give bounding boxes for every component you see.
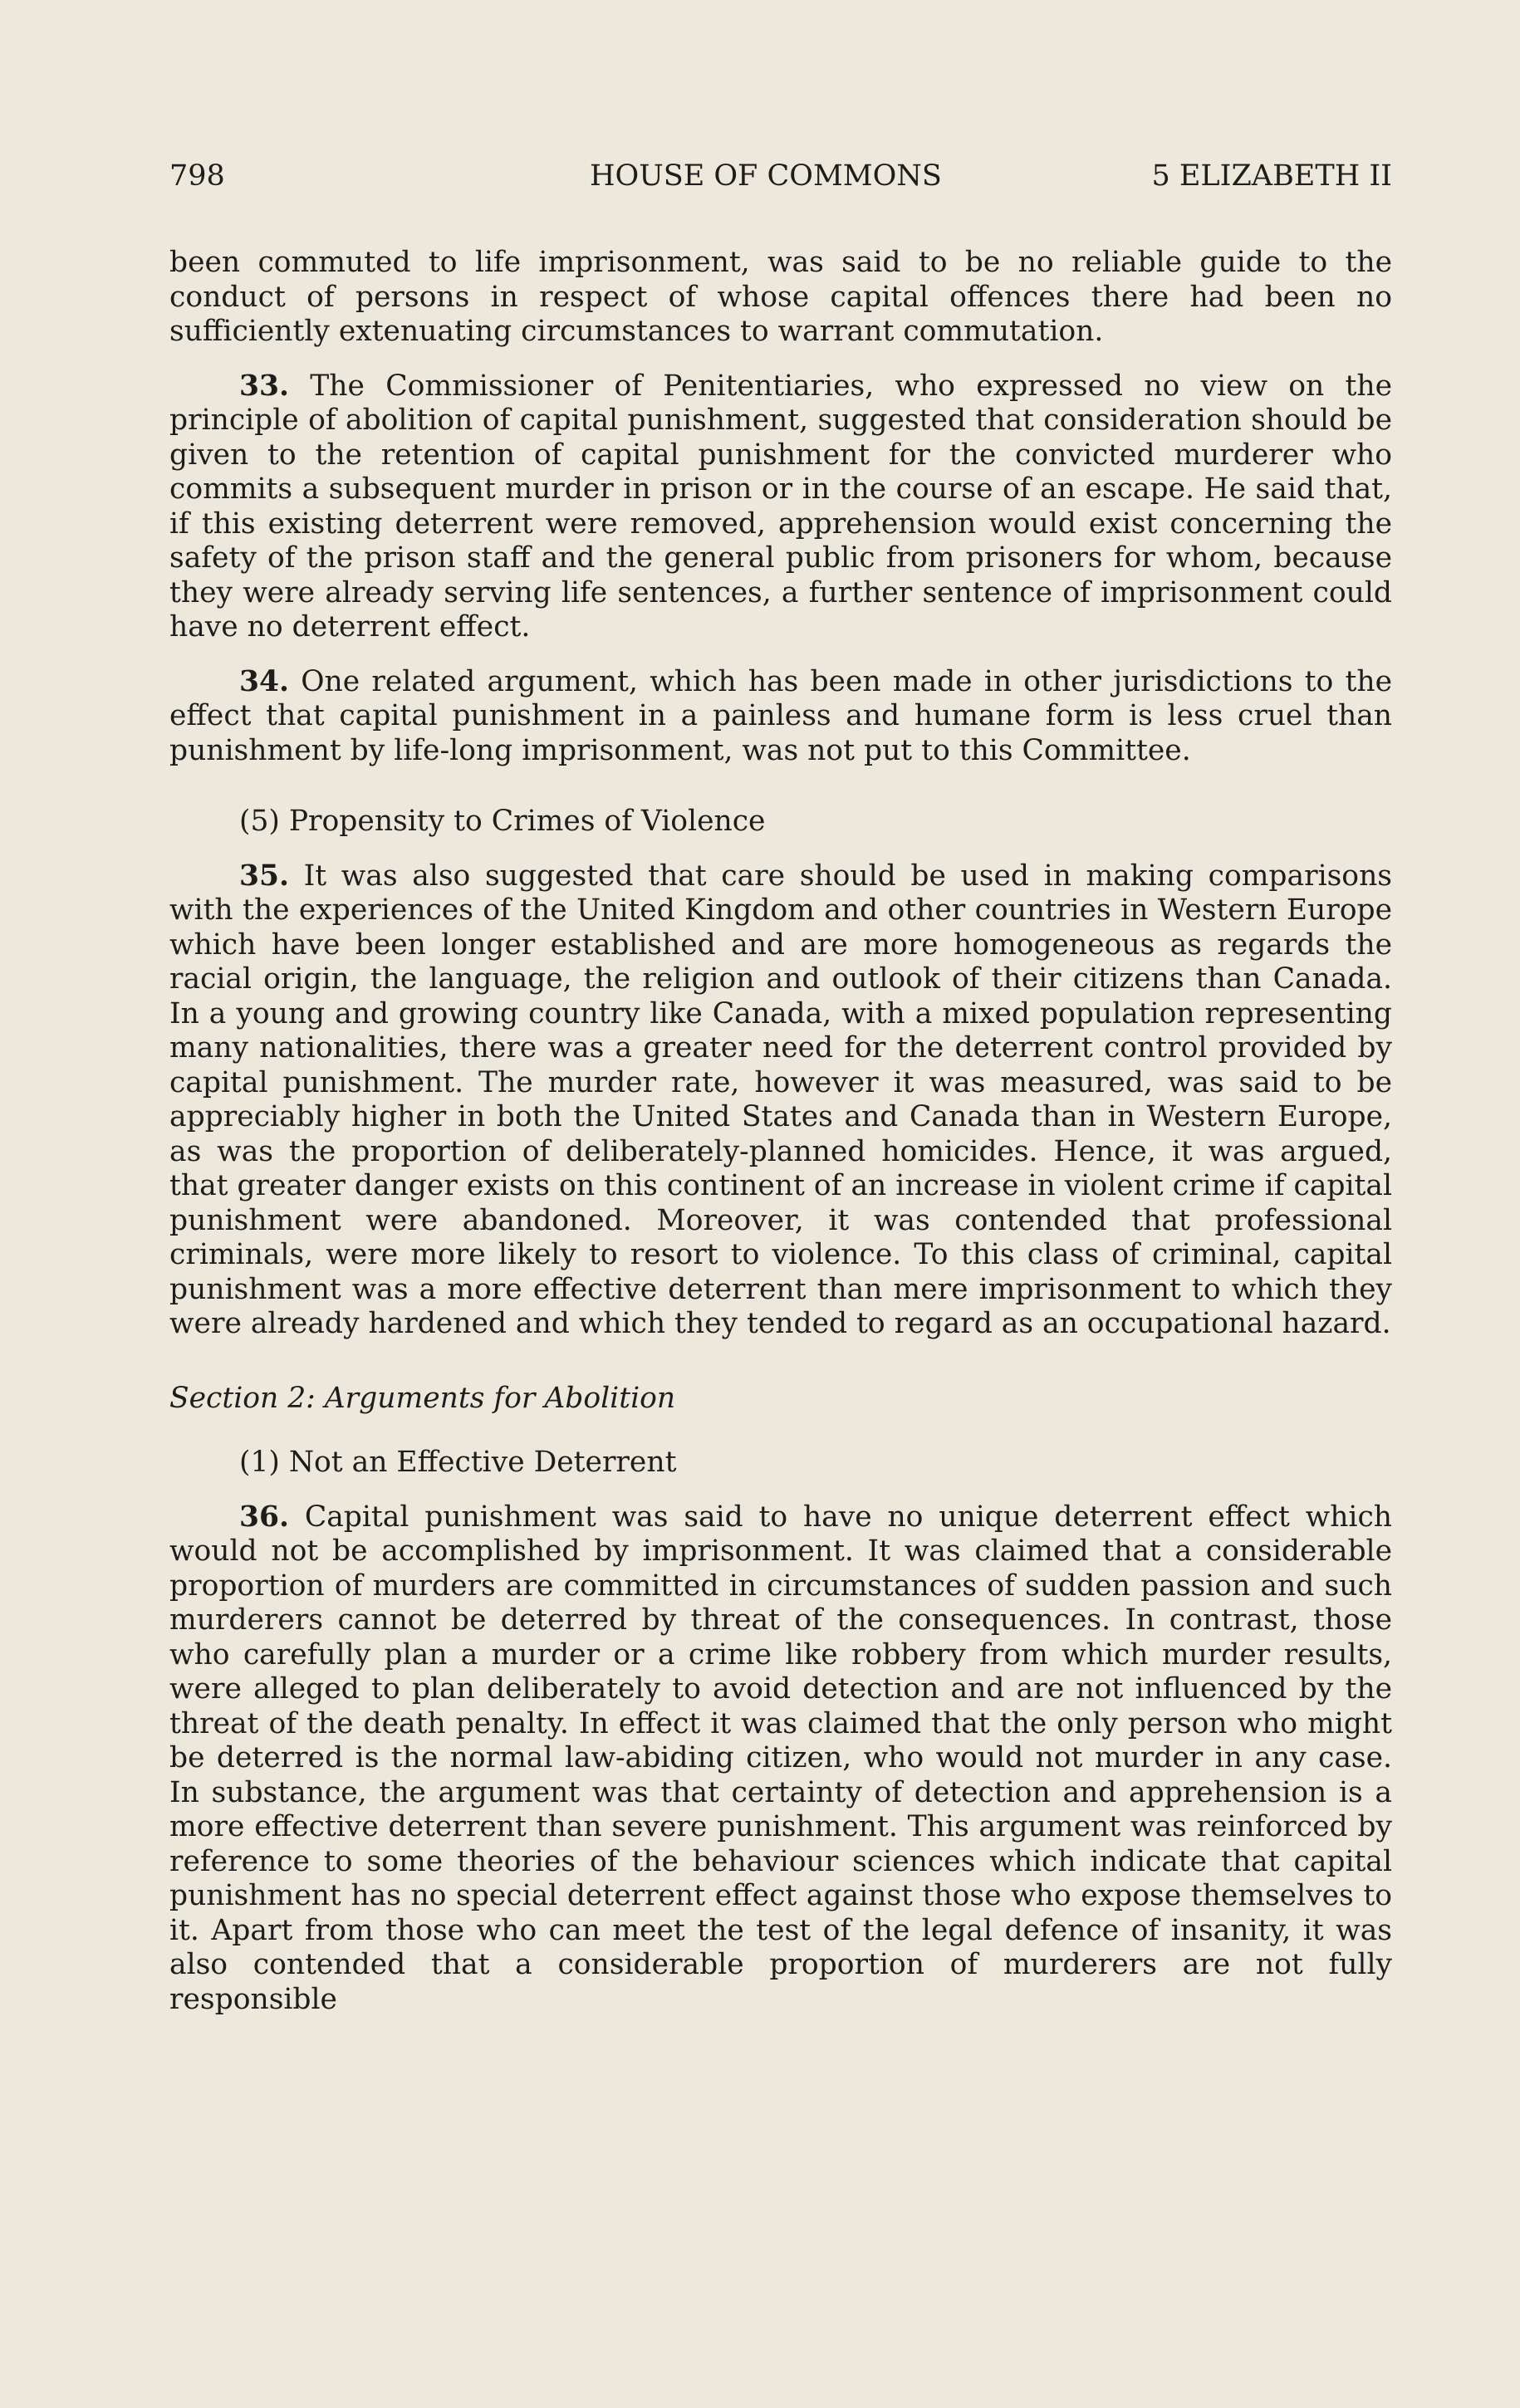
paragraph-number: 36.: [239, 1500, 290, 1534]
paragraph-number: 33.: [239, 369, 290, 403]
paragraph-text: The Commissioner of Penitentiaries, who expressed no view on the principle of abolition of capital punishment, suggested that consideration should be given to the retention of capital punishment for the convicted murderer who commits a subsequent murder in prison or in the course of an escape. He said that, if this existing deterrent were removed, apprehension would exist concerning the safety of the prison staff and the general public from prisoners for whom, because they were already serving life sentences, a further sentence of imprisonment could have no deterrent effect.: [169, 369, 1392, 644]
running-header: [169, 159, 1392, 196]
paragraph-36: [169, 1500, 1392, 2018]
paragraph-number: 35.: [239, 859, 290, 893]
paragraph-34: [169, 665, 1392, 769]
paragraph-35: [169, 859, 1392, 1342]
page-body: [169, 246, 1392, 2037]
page-number: 798: [169, 159, 225, 193]
paragraph-continued: been commuted to life imprisonment, was said to be no reliable guide to the conduct of persons in respect of whose capital offences there had been no sufficiently extenuating circumstances to warrant commutation.: [169, 246, 1392, 348]
paragraph-33: [169, 370, 1392, 645]
publication-title: HOUSE OF COMMONS: [590, 159, 942, 193]
paragraph-text: It was also suggested that care should be used in making comparisons with the experiences of the United Kingdom and other countries in Western Europe which have been longer established and are more homogeneous as regards the racial origin, the language, the religion and outlook of their citizens than Canada. In a young and growing country like Canada, with a mixed population representing many nationalities, there was a greater need for the deterrent control provided by capital punishment. The murder rate, however it was measured, was said to be appreciably higher in both the United States and Canada than in Western Europe, as was the proportion of deliberately-planned homicides. Hence, it was argued, that greater danger exists on this continent of an increase in violent crime if capital punishment were abandoned. Moreover, it was contended that professional criminals, were more likely to resort to violence. To this class of criminal, capital punishment was a more effective deterrent than mere imprisonment to which they were already hardened and which they tended to regard as an occupational hazard.: [169, 859, 1393, 1340]
section-heading-arguments-for-abolition: Section 2: Arguments for Abolition: [169, 1381, 676, 1415]
subheading-not-effective-deterrent: (1) Not an Effective Deterrent: [239, 1446, 677, 1479]
subheading-propensity-to-violence: (5) Propensity to Crimes of Violence: [239, 805, 766, 838]
paragraph-text: One related argument, which has been made in other jurisdictions to the effect that capital punishment in a painless and humane form is less cruel than punishment by life-long imprisonment, was not put to this Committee.: [169, 664, 1392, 767]
paragraph-text: Capital punishment was said to have no unique deterrent effect which would not be accomplished by imprisonment. It was claimed that a considerable proportion of murders are committed in circumstances of sudden passion and such murderers cannot be deterred by threat of the consequences. In contrast, those who carefully plan a murder or a crime like robbery from which murder results, were alleged to plan deliberately to avoid detection and are not influenced by the threat of the death penalty. In effect it was claimed that the only person who might be deterred is the normal law-abiding citizen, who would not murder in any case. In substance, the argument was that certainty of detection and apprehension is a more effective deterrent than severe punishment. This argument was reinforced by reference to some theories of the behaviour sciences which indicate that capital punishment has no special deterrent effect against those who expose themselves to it. Apart from those who can meet the test of the legal defence of insanity, it was also contended that a considerable proportion of murderers are not fully responsible: [169, 1500, 1392, 2016]
regnal-year: 5 ELIZABETH II: [1151, 159, 1392, 193]
paragraph-number: 34.: [239, 664, 290, 698]
